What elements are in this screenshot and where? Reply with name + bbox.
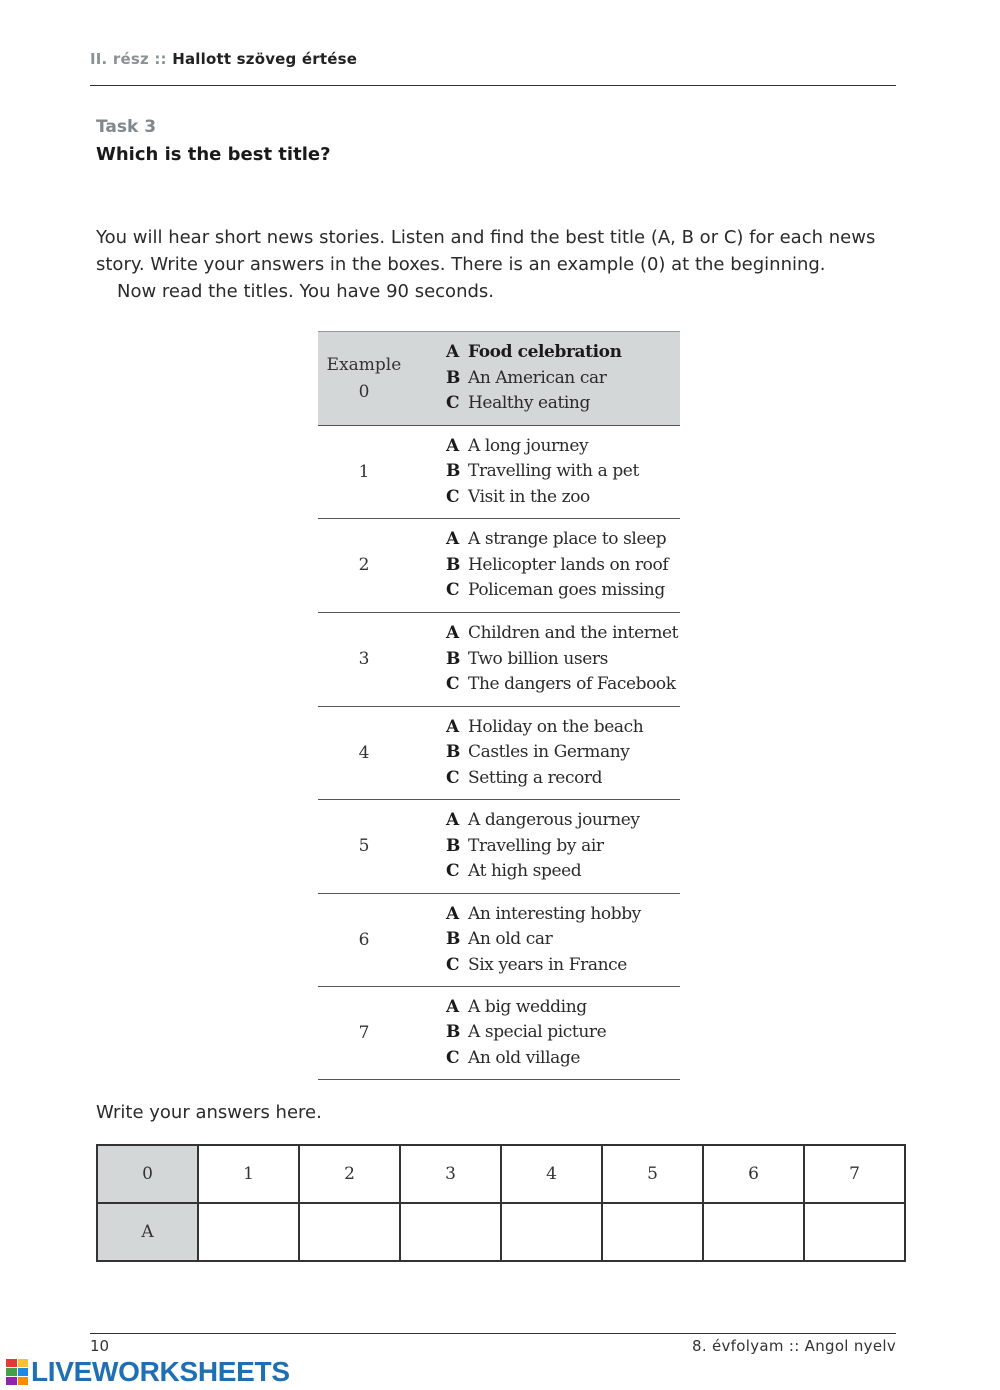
question-row (318, 707, 680, 800)
answer-header-cell: 2 (299, 1145, 400, 1203)
question-number: 1 (358, 461, 370, 482)
logo-block (6, 1377, 17, 1385)
answers-prompt: Write your answers here. (96, 1102, 322, 1123)
options-table (318, 331, 680, 1080)
option-b: B Travelling with a pet (446, 461, 639, 482)
answer-box[interactable] (602, 1203, 703, 1261)
question-number: 7 (358, 1022, 370, 1043)
option-a: A Food celebration (446, 342, 622, 363)
example-row (318, 331, 680, 426)
option-b: B Castles in Germany (446, 742, 630, 763)
answer-box[interactable] (703, 1203, 804, 1261)
instructions-paragraph: You will hear short news stories. Listen and find the best title (A, B or C) for each news story. Write your answers in the boxes. There is an example (0) at the beginning. (96, 227, 876, 275)
example-options (318, 332, 680, 425)
header-divider (90, 85, 896, 86)
option-b: B Two billion users (446, 648, 608, 669)
option-a: A A big wedding (446, 996, 587, 1017)
question-number: 6 (358, 929, 370, 950)
question-number: 3 (358, 649, 370, 669)
option-c: C Policeman goes missing (446, 580, 665, 601)
liveworksheets-logo[interactable] (6, 1356, 290, 1388)
question-number: 2 (358, 555, 370, 575)
answer-grid (96, 1144, 906, 1262)
example-answer-cell: A (97, 1203, 198, 1261)
footer-divider (90, 1333, 896, 1334)
logo-block (6, 1359, 17, 1367)
logo-block (6, 1368, 17, 1376)
option-a: A Holiday on the beach (446, 716, 644, 737)
option-c: C The dangers of Facebook (446, 674, 676, 695)
answer-header-cell: 0 (97, 1145, 198, 1203)
question-row (318, 519, 680, 613)
option-c: C An old village (446, 1047, 580, 1068)
answer-header-cell: 4 (501, 1145, 602, 1203)
question-row (318, 426, 680, 519)
answer-value-row (97, 1203, 905, 1261)
instructions-paragraph: Now read the titles. You have 90 seconds. (117, 281, 495, 302)
question-options (318, 613, 680, 706)
option-b: B Travelling by air (446, 835, 604, 856)
question-row (318, 987, 680, 1080)
task-label: Task 3 (96, 117, 157, 137)
question-options (318, 519, 680, 612)
answer-header-cell: 1 (198, 1145, 299, 1203)
section-title: Hallott szöveg értése (172, 50, 358, 68)
question-row (318, 613, 680, 707)
logo-block (18, 1368, 29, 1376)
section-header (90, 50, 357, 68)
question-options (318, 987, 680, 1079)
question-options (318, 707, 680, 799)
option-c: C Visit in the zoo (446, 486, 590, 507)
option-b: B An American car (446, 367, 607, 388)
answer-header-row (97, 1145, 905, 1203)
logo-text: LIVEWORKSHEETS (31, 1356, 290, 1387)
answer-header-cell: 3 (400, 1145, 501, 1203)
option-a: A Children and the internet (446, 623, 679, 644)
option-a: A A strange place to sleep (446, 529, 667, 550)
logo-blocks-icon (6, 1359, 28, 1385)
logo-block (18, 1377, 29, 1385)
option-a: A A dangerous journey (446, 810, 640, 831)
task-question: Which is the best title? (96, 144, 331, 165)
answer-box[interactable] (400, 1203, 501, 1261)
footer-subject: 8. évfolyam :: Angol nyelv (692, 1337, 896, 1355)
option-c: C Setting a record (446, 767, 603, 788)
question-options (318, 800, 680, 893)
question-options (318, 894, 680, 986)
question-number: 5 (358, 836, 370, 856)
option-b: B An old car (446, 929, 553, 950)
section-separator: :: (154, 50, 167, 68)
option-b: B A special picture (446, 1022, 607, 1043)
question-options (318, 426, 680, 518)
answer-box[interactable] (804, 1203, 905, 1261)
option-b: B Helicopter lands on roof (446, 554, 669, 575)
option-c: C At high speed (446, 861, 582, 882)
page-number: 10 (90, 1337, 110, 1355)
question-row (318, 800, 680, 894)
option-c: C Six years in France (446, 954, 627, 975)
question-number: 4 (358, 742, 370, 763)
instructions (96, 224, 902, 305)
answer-box[interactable] (299, 1203, 400, 1261)
option-a: A A long journey (446, 435, 589, 456)
example-label: Example 0 (326, 354, 402, 402)
answer-header-cell: 7 (804, 1145, 905, 1203)
answer-box[interactable] (198, 1203, 299, 1261)
answer-header-cell: 6 (703, 1145, 804, 1203)
option-a: A An interesting hobby (446, 903, 641, 924)
answer-header-cell: 5 (602, 1145, 703, 1203)
answer-box[interactable] (501, 1203, 602, 1261)
section-part: II. rész (90, 50, 149, 68)
option-c: C Healthy eating (446, 393, 590, 414)
question-row (318, 894, 680, 987)
logo-block (18, 1359, 29, 1367)
